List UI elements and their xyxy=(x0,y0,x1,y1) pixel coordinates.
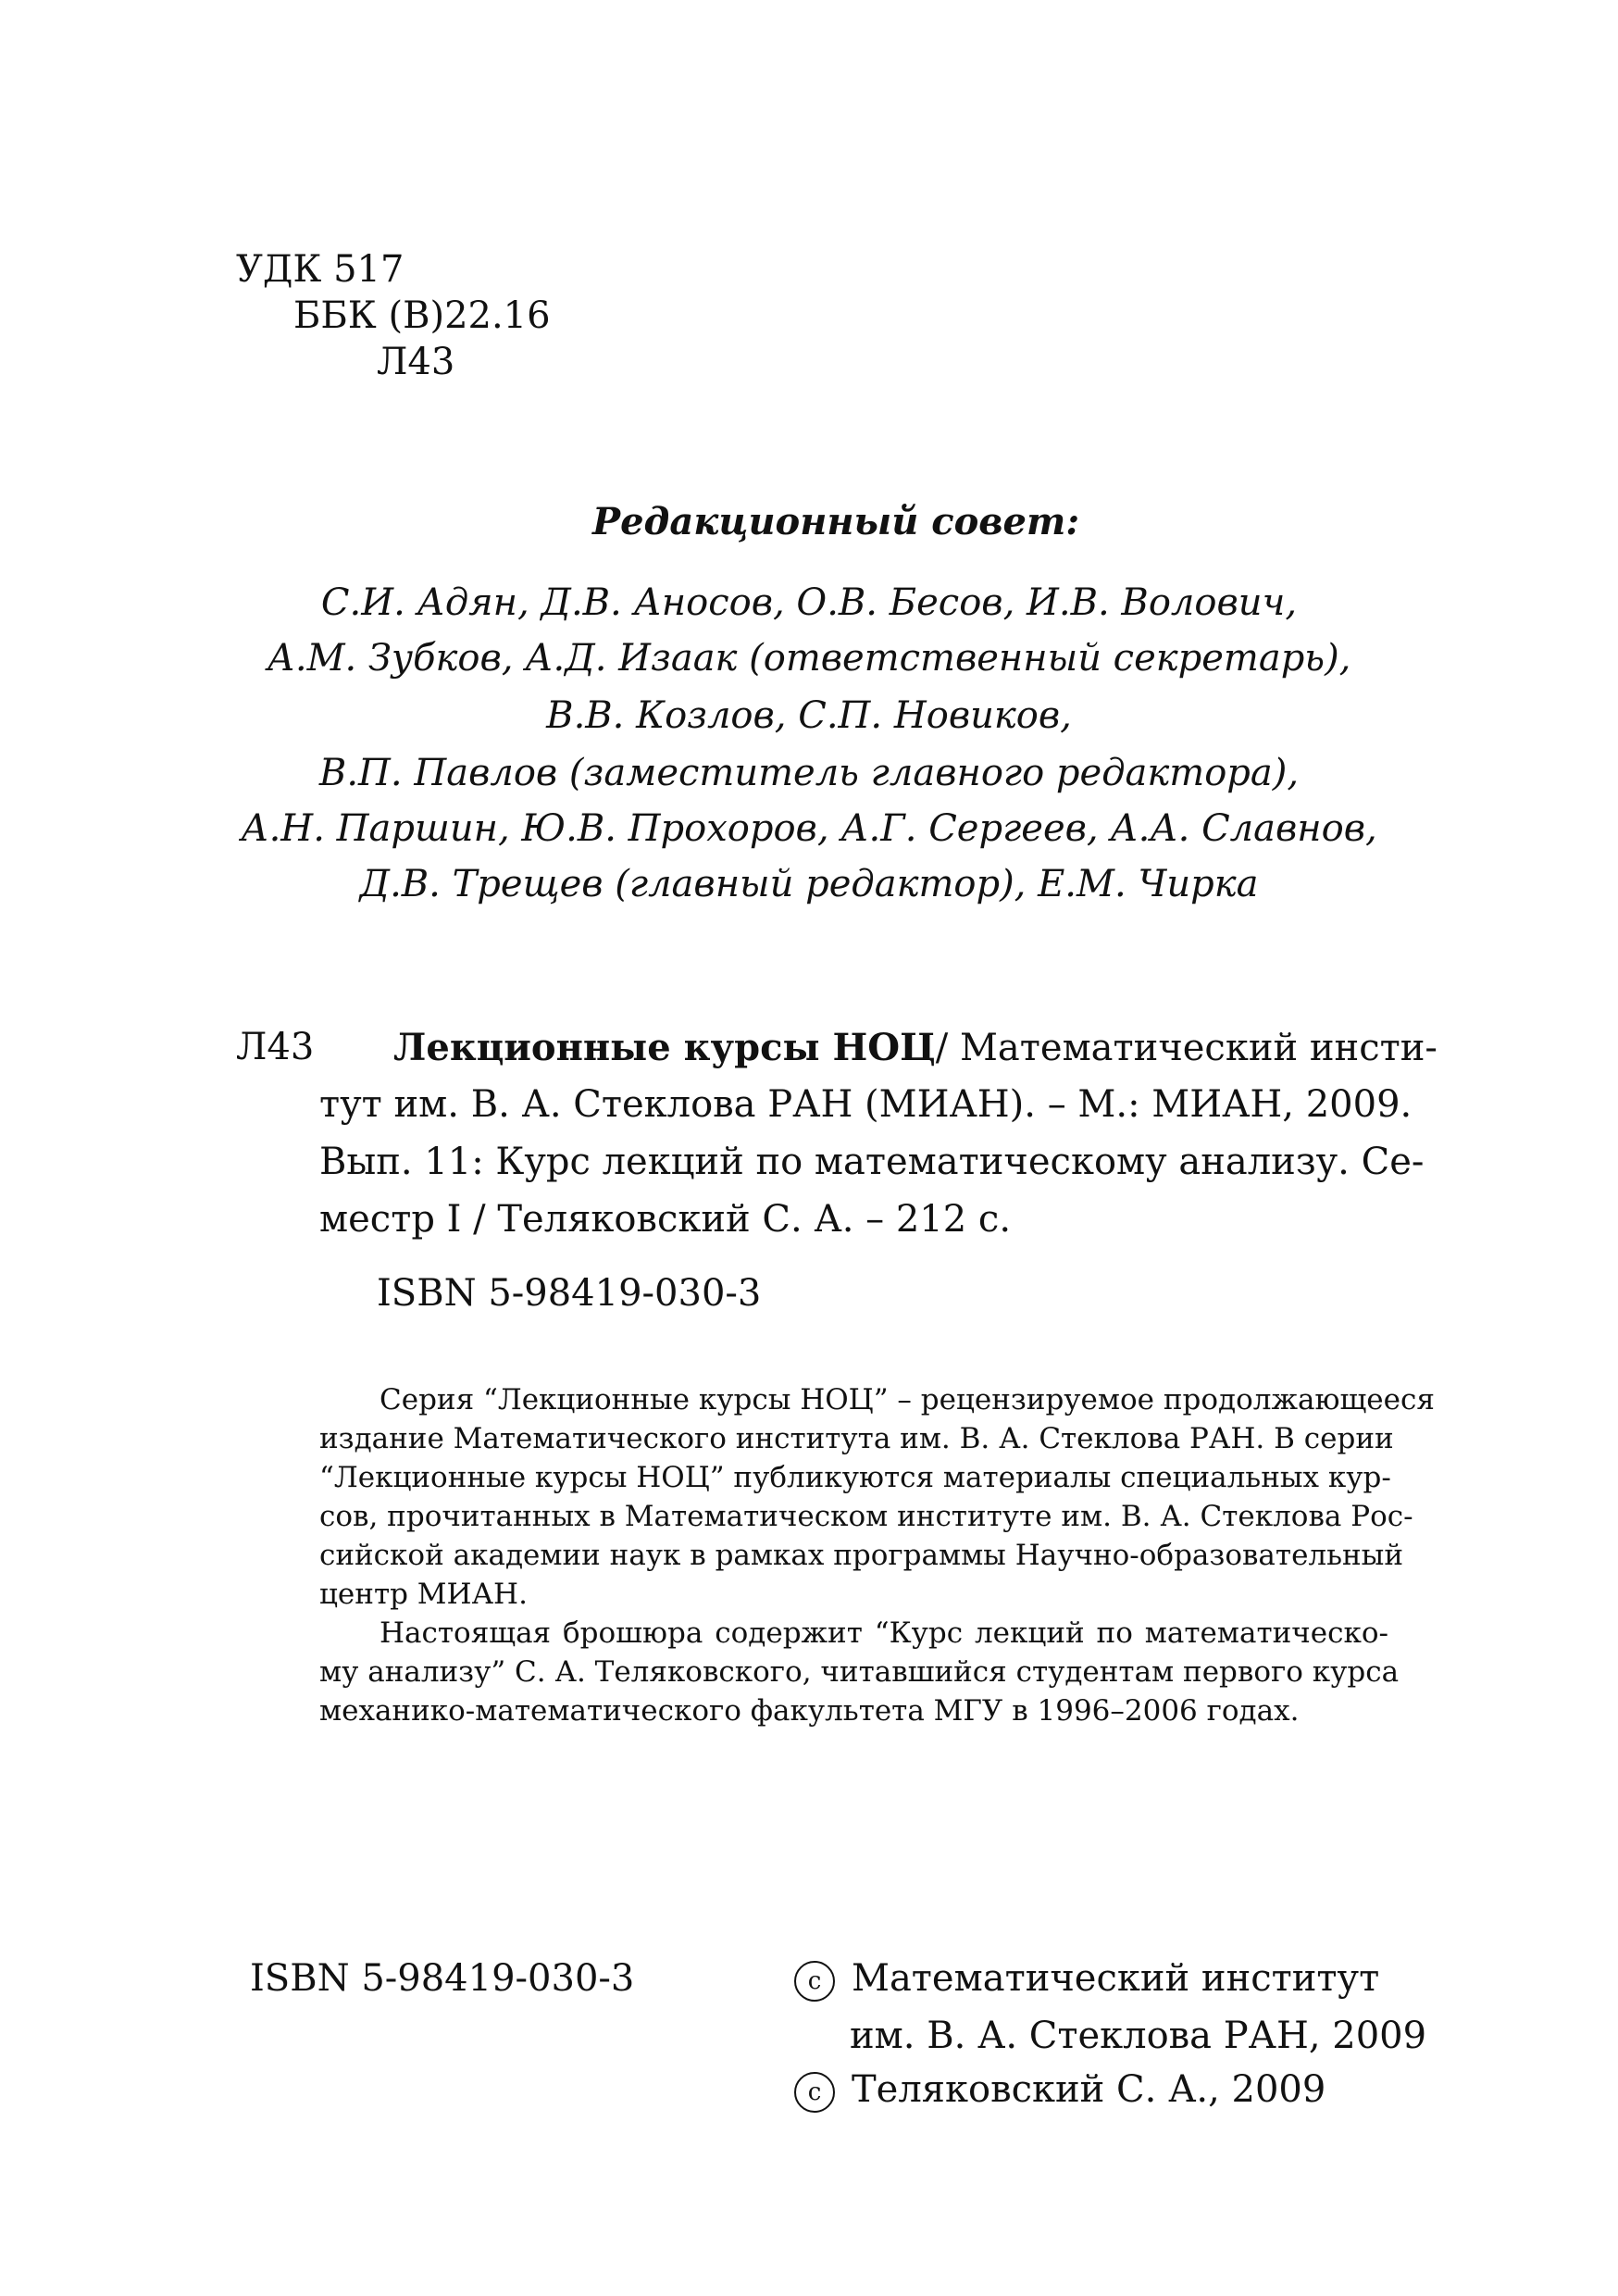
udk-code: УДК 517 xyxy=(236,248,404,291)
annotation-line: сийской академии наук в рамках программы Научно-образовательный xyxy=(319,1539,1403,1572)
board-line: Д.В. Трещев (главный редактор), Е.М. Чирка xyxy=(359,863,1259,905)
annotation-line: Серия “Лекционные курсы НОЦ” – рецензируемое продолжающееся xyxy=(380,1383,1435,1416)
board-line: В.П. Павлов (заместитель главного редактора), xyxy=(318,752,1300,794)
copyright-author-text: Теляковский С. А., 2009 xyxy=(852,2068,1326,2111)
biblio-title: Лекционные курсы НОЦ xyxy=(393,1026,936,1069)
annotation-line: центр МИАН. xyxy=(319,1578,528,1611)
board-line: А.М. Зубков, А.Д. Изаак (ответственный секретарь), xyxy=(267,637,1351,680)
board-line: А.Н. Паршин, Ю.В. Прохоров, А.Г. Сергеев, А.А. Славнов, xyxy=(241,807,1377,850)
biblio-line-1 xyxy=(393,1026,1438,1069)
biblio-code: Л43 xyxy=(236,1026,315,1068)
copyright-institute xyxy=(794,1957,1379,2002)
board-line: С.И. Адян, Д.В. Аносов, О.В. Бесов, И.В. Волович, xyxy=(320,581,1298,624)
copyright-author xyxy=(794,2068,1326,2113)
annotation-line: сов, прочитанных в Математическом институте им. В. А. Стеклова Рос- xyxy=(319,1500,1413,1533)
copyright-icon: c xyxy=(794,2072,835,2113)
biblio-isbn: ISBN 5-98419-030-3 xyxy=(377,1272,762,1315)
annotation-line: механико-математического факультета МГУ в 1996–2006 годах. xyxy=(319,1694,1300,1728)
board-line: В.В. Козлов, С.П. Новиков, xyxy=(546,694,1072,737)
annotation-line: му анализу” С. А. Теляковского, читавшийся студентам первого курса xyxy=(319,1655,1400,1689)
annotation-line: издание Математического института им. В. А. Стеклова РАН. В серии xyxy=(319,1422,1394,1455)
author-mark: Л43 xyxy=(377,341,455,383)
annotation-line: “Лекционные курсы НОЦ” публикуются материалы специальных кур- xyxy=(319,1461,1391,1494)
biblio-line-1-rest: / Математический инсти- xyxy=(935,1027,1438,1069)
biblio-line-4: местр I / Теляковский С. А. – 212 с. xyxy=(319,1198,1012,1241)
copyright-icon: c xyxy=(794,1961,835,2002)
board-heading: Редакционный совет: xyxy=(592,500,1080,543)
bbk-code: ББК (В)22.16 xyxy=(293,294,551,337)
copyright-institute-line-2: им. В. А. Стеклова РАН, 2009 xyxy=(850,2015,1427,2057)
biblio-line-3: Вып. 11: Курс лекций по математическому анализу. Се- xyxy=(319,1141,1425,1183)
footer-isbn: ISBN 5-98419-030-3 xyxy=(250,1957,635,2000)
copyright-institute-line-1: Математический институт xyxy=(852,1957,1380,2000)
biblio-line-2: тут им. В. А. Стеклова РАН (МИАН). – М.: МИАН, 2009. xyxy=(319,1083,1413,1126)
annotation-line: Настоящая брошюра содержит “Курс лекций по математическо- xyxy=(380,1616,1388,1650)
